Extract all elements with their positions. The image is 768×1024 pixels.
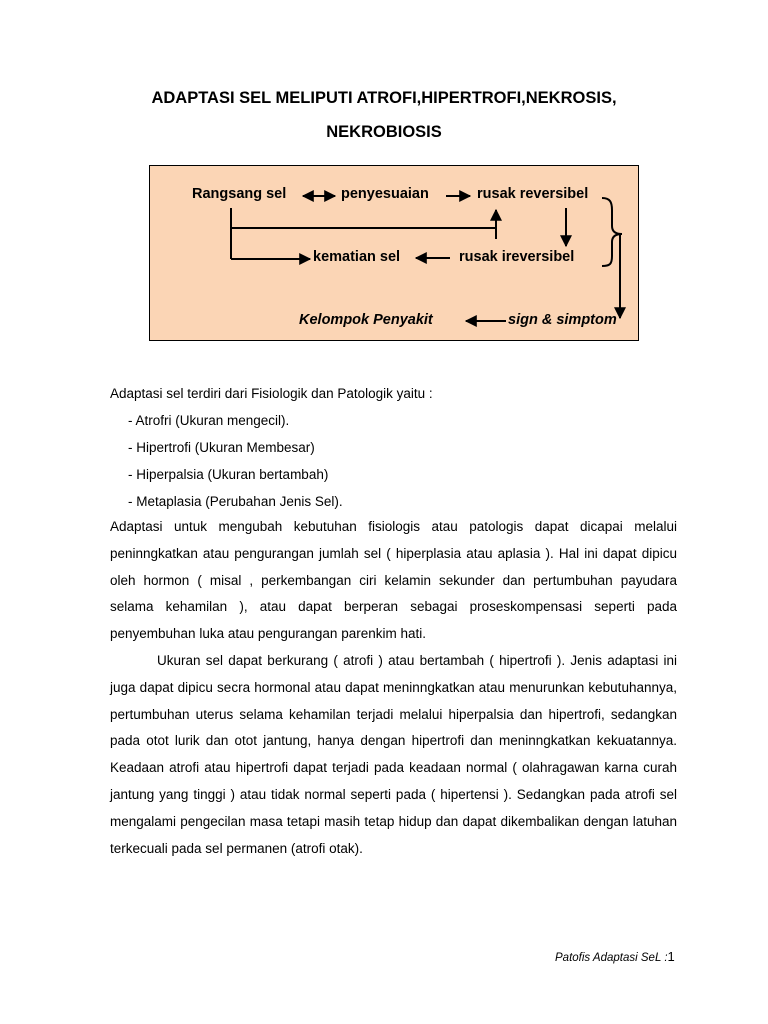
- label-rusak-ireversibel: rusak ireversibel: [459, 249, 575, 265]
- intro-text: Adaptasi sel terdiri dari Fisiologik dan Patologik yaitu :: [110, 386, 433, 401]
- label-penyesuaian: penyesuaian: [341, 186, 429, 202]
- page-number: 1: [667, 949, 675, 964]
- page-title-line-2: NEKROBIOSIS: [326, 123, 442, 141]
- label-kematian-sel: kematian sel: [313, 249, 401, 265]
- flow-diagram: [149, 165, 639, 341]
- list-item: - Metaplasia (Perubahan Jenis Sel).: [128, 494, 343, 509]
- page-footer: [555, 949, 675, 964]
- label-kelompok-penyakit: Kelompok Penyakit: [299, 312, 433, 328]
- label-rusak-reversibel: rusak reversibel: [477, 186, 589, 202]
- list-item: - Hiperpalsia (Ukuran bertambah): [128, 467, 329, 482]
- label-sign-simptom: sign & simptom: [508, 312, 617, 328]
- list-item: - Atrofri (Ukuran mengecil).: [128, 413, 290, 428]
- paragraph-1: Adaptasi untuk mengubah kebutuhan fisiologis atau patologis dapat dicapai melalui peninngkatkan atau pengurangan jumlah sel ( hiperplasia atau aplasia ). Hal ini dapat dipicu oleh hormon ( misal , perkembangan ciri kelamin sekunder dan pertumbuhan payudara selama kehamilan ), atau dapat berperan sebagai proseskompensasi seperti pada penyembuhan luka atau pengurangan parenkim hati.: [110, 519, 677, 642]
- list-item: - Hipertrofi (Ukuran Membesar): [128, 440, 315, 455]
- page-title-line-1: ADAPTASI SEL MELIPUTI ATROFI,HIPERTROFI,NEKROSIS,: [151, 89, 617, 107]
- footer-text: Patofis Adaptasi SeL :: [555, 952, 668, 964]
- label-rangsang-sel: Rangsang sel: [192, 186, 287, 202]
- paragraph-2: Ukuran sel dapat berkurang ( atrofi ) atau bertambah ( hipertrofi ). Jenis adaptasi ini juga dapat dipicu secra hormonal atau dapat meninngkatkan atau menurunkan kebutuhannya, pertumbuhan uterus selama kehamilan terjadi melalui hiperpalsia dan hipertrofi, sedangkan pada otot lurik dan otot jantung, hanya dengan hipertrofi dan meninngkatkan kekuatannya. Keadaan atrofi atau hipertrofi dapat terjadi pada keadaan normal ( olahragawan karna curah jantung yang tinggi ) atau tidak normal seperti pada ( hipertensi ). Sedangkan pada atrofi sel mengalami pengecilan masa tetapi masih tetap hidup dan dapat dikembalikan dengan latuhan terkecuali pada sel permanen (atrofi otak).: [110, 653, 677, 856]
